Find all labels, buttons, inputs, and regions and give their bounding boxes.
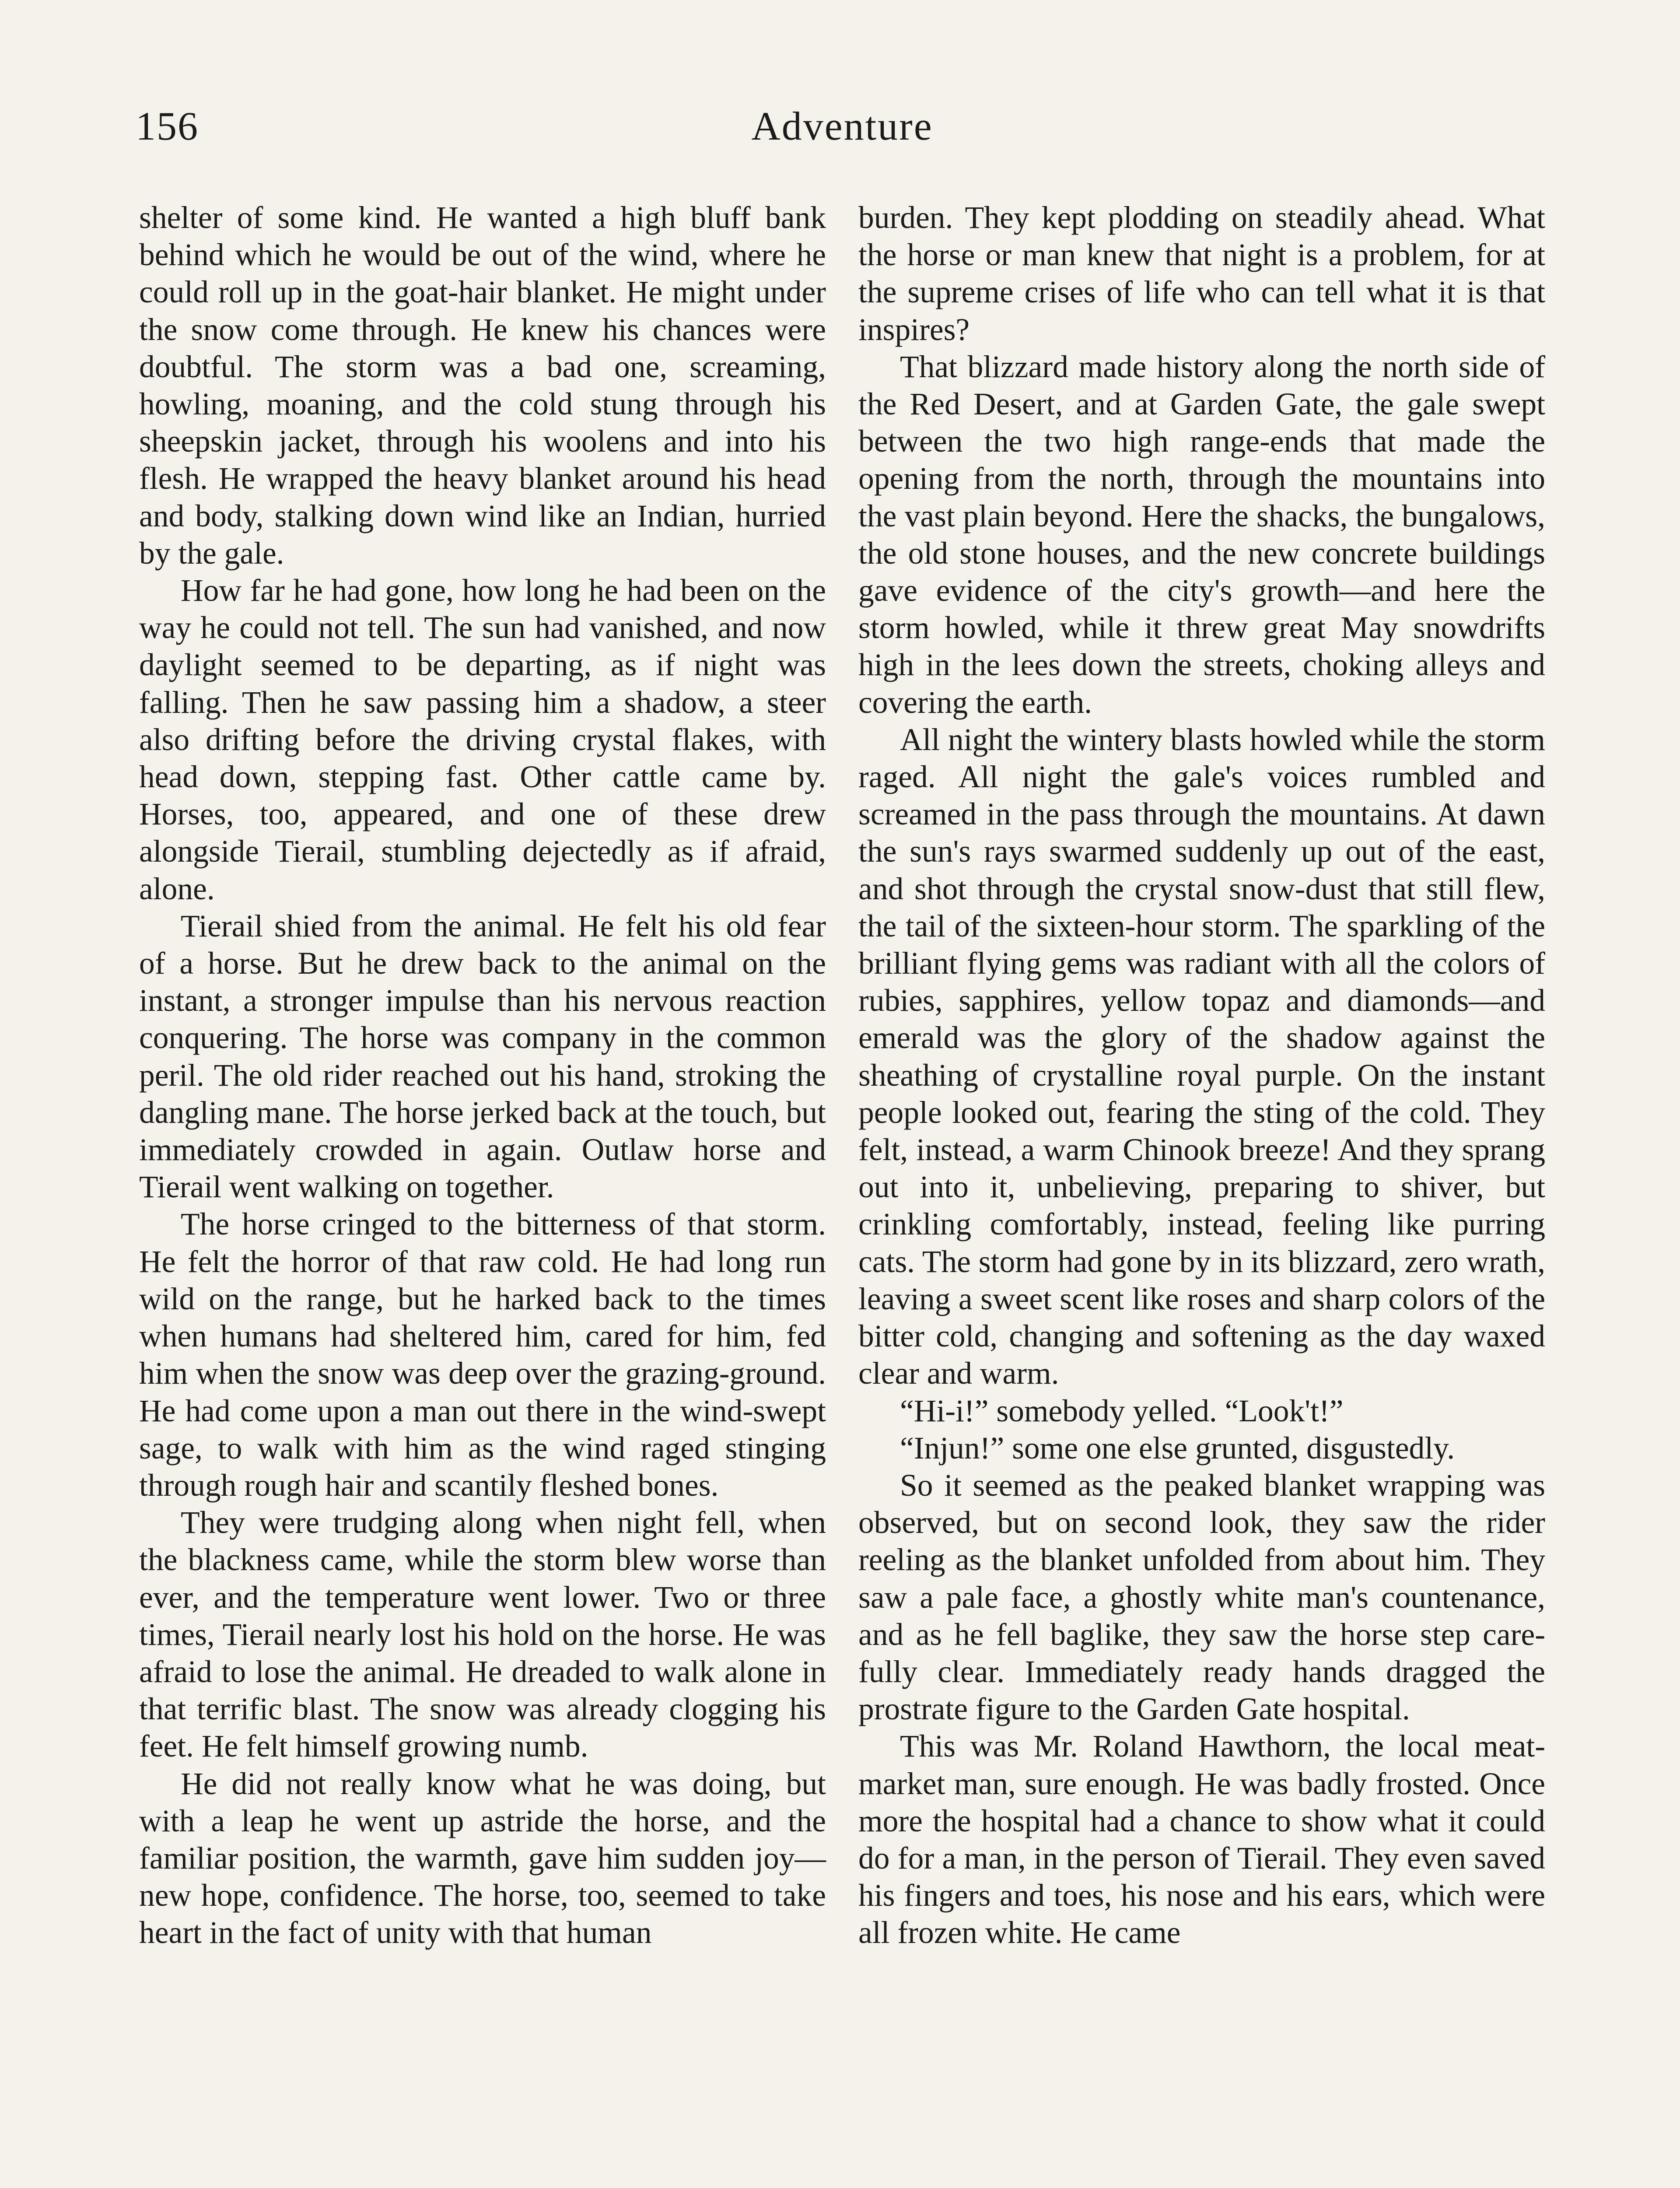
right-column [858,199,1545,1952]
paragraph: This was Mr. Roland Hawthorn, the local meat-market man, sure enough. He was badly frosted. Once more the hospital had a chance to show what it could do for a man, in the person of Tierail. They even saved his fingers and toes, his nose and his ears, which were all frozen white. He came [858,1729,1545,1950]
paragraph: Tierail shied from the animal. He felt his old fear of a horse. But he drew back to the animal on the instant, a stronger impulse than his nervous reaction conquering. The horse was company in the common peril. The old rider reached out his hand, stroking the dangling mane. The horse jerked back at the touch, but immediately crowded in again. Outlaw horse and Tierail went walking on together. [139,908,826,1205]
paragraph: The horse cringed to the bitterness of that storm. He felt the horror of that raw cold. He had long run wild on the range, but he harked back to the times when humans had sheltered him, cared for him, fed him when the snow was deep over the grazing-ground. He had come upon a man out there in the wind-swept sage, to walk with him as the wind raged stinging through rough hair and scantily fleshed bones. [139,1207,826,1503]
paragraph: How far he had gone, how long he had been on the way he could not tell. The sun had vanished, and now daylight seemed to be departing, as if night was falling. Then he saw passing him a shadow, a steer also drifting before the driving crystal flakes, with head down, stepping fast. Other cattle came by. Horses, too, appeared, and one of these drew alongside Tierail, stumbling dejectedly as if afraid, alone. [139,573,826,906]
paragraph: “Injun!” some one else grunted, disgustedly. [900,1431,1455,1466]
paragraph: “Hi-i!” somebody yelled. “Look't!” [900,1393,1344,1428]
paragraph: They were trudging along when night fell, when the blackness came, while the storm blew worse than ever, and the temperature went lower. Two or three times, Tierail nearly lost his hold on the horse. He was afraid to lose the animal. He dreaded to walk alone in that terrific blast. The snow was already clogging his feet. He felt himself growing numb. [139,1505,826,1764]
paragraph: shelter of some kind. He wanted a high bluff bank behind which he would be out of the wind, where he could roll up in the goat-hair blanket. He might under the snow come through. He knew his chances were doubtful. The storm was a bad one, screaming, howling, moaning, and the cold stung through his sheepskin jacket, through his woolens and into his flesh. He wrapped the heavy blanket around his head and body, stalking down wind like an Indian, hurried by the gale. [139,200,826,571]
running-title: Adventure [751,104,933,148]
paragraph: burden. They kept plodding on steadily ahead. What the horse or man knew that night is a problem, for at the supreme crises of life who can tell what it is that inspires? [858,200,1545,347]
left-column [139,199,826,1952]
paragraph: He did not really know what he was doing, but with a leap he went up astride the horse, and the familiar position, the warmth, gave him sudden joy—new hope, confidence. The horse, too, seemed to take heart in the fact of unity with that human [139,1766,826,1950]
page-header [136,103,1549,164]
page-number: 156 [136,104,199,148]
paragraph: All night the wintery blasts howled while the storm raged. All night the gale's voices rumbled and screamed in the pass through the mountains. At dawn the sun's rays swarmed suddenly up out of the east, and shot through the crystal snow-dust that still flew, the tail of the sixteen-hour storm. The sparkling of the brilliant flying gems was radiant with all the colors of rubies, sapphires, yellow topaz and diamonds—and emerald was the glory of the shadow against the sheathing of crystalline royal purple. On the instant people looked out, fearing the sting of the cold. They felt, instead, a warm Chinook breeze! And they sprang out into it, unbelieving, preparing to shiver, but crinkling comfortably, instead, feeling like purring cats. The storm had gone by in its blizzard, zero wrath, leaving a sweet scent like roses and sharp colors of the bitter cold, changing and softening as the day waxed clear and warm. [858,722,1545,1391]
paragraph: That blizzard made history along the north side of the Red Desert, and at Garden Gate, the gale swept between the two high range-ends that made the opening from the north, through the mountains into the vast plain beyond. Here the shacks, the bungalows, the old stone houses, and the new concrete buildings gave evidence of the city's growth—and here the storm howled, while it threw great May snowdrifts high in the lees down the streets, choking alleys and covering the earth. [858,349,1545,720]
paragraph: So it seemed as the peaked blanket wrapping was observed, but on second look, they saw the rider reeling as the blanket unfolded from about him. They saw a pale face, a ghostly white man's countenance, and as he fell baglike, they saw the horse step carefully clear. Immediately ready hands dragged the prostrate figure to the Garden Gate hospital. [858,1468,1545,1727]
